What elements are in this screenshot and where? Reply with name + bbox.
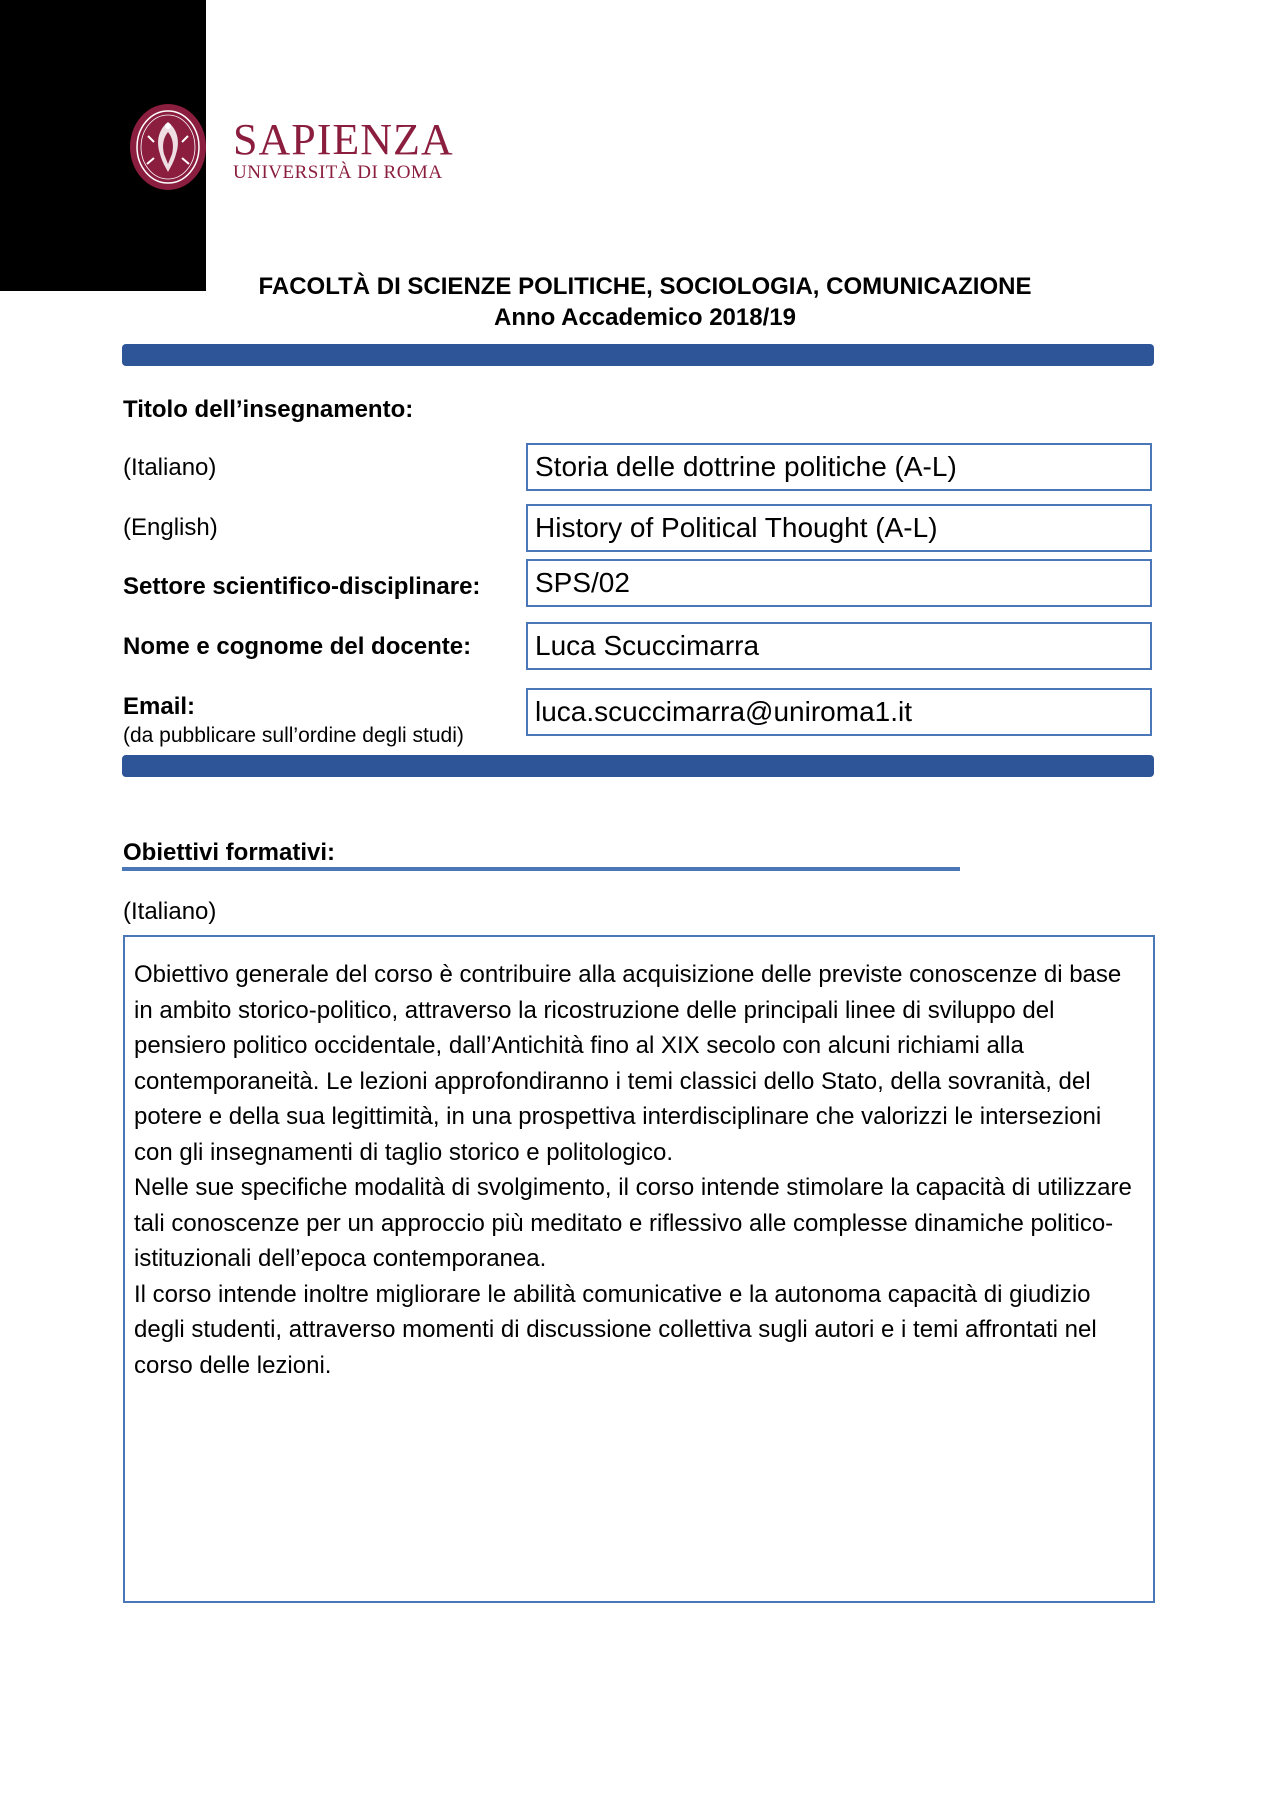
english-title-field[interactable]: History of Political Thought (A-L): [526, 504, 1152, 552]
teacher-label: Nome e cognome del docente:: [123, 633, 472, 660]
italian-title-field[interactable]: Storia delle dottrine politiche (A-L): [526, 443, 1152, 491]
section-divider-bar: [122, 755, 1154, 777]
ssd-label: Settore scientifico-disciplinare:: [123, 573, 481, 600]
teacher-name-field[interactable]: Luca Scuccimarra: [526, 622, 1152, 670]
academic-year: Anno Accademico 2018/19: [494, 304, 796, 331]
email-note: (da pubblicare sull’ordine degli studi): [123, 724, 464, 747]
section-divider-bar: [122, 344, 1154, 366]
course-title-label: Titolo dell’insegnamento:: [123, 396, 414, 423]
email-field[interactable]: luca.scuccimarra@uniroma1.it: [526, 688, 1152, 736]
objectives-heading: Obiettivi formativi:: [123, 839, 336, 866]
objectives-underline: [122, 867, 960, 871]
objectives-paragraph: Il corso intende inoltre migliorare le abilità comunicative e la autonoma capacità di giudizio degli studenti, attraverso momenti di discussione collettiva sugli autori e i temi affrontati nel corso delle lezioni.: [134, 1280, 1097, 1379]
brand-subtitle: UNIVERSITÀ DI ROMA: [233, 162, 443, 183]
objectives-lang-label: (Italiano): [123, 898, 217, 925]
english-label: (English): [123, 514, 218, 541]
objectives-paragraph: Nelle sue specifiche modalità di svolgimento, il corso intende stimolare la capacità di utilizzare tali conoscenze per un approccio più meditato e riflessivo alle complesse dinamiche politico-istituzionali dell’epoca contemporanea.: [134, 1174, 1132, 1272]
objectives-paragraph: Obiettivo generale del corso è contribuire alla acquisizione delle previste conoscenze di base in ambito storico-politico, attraverso la ricostruzione delle principali linee di sviluppo del pensiero politico occidentale, dall’Antichità fino al XIX secolo con alcuni richiami alla contemporaneità. Le lezioni approfondiranno i temi classici dello Stato, della sovranità, del potere e della sua legittimità, in una prospettiva interdisciplinare che valorizzi le intersezioni con gli insegnamenti di taglio storico e politologico.: [134, 961, 1122, 1166]
brand-name: SAPIENZA: [233, 115, 454, 164]
sapienza-seal-icon: [128, 102, 208, 192]
italian-label: (Italiano): [123, 454, 217, 481]
objectives-text-box[interactable]: [123, 935, 1155, 1603]
faculty-name: FACOLTÀ DI SCIENZE POLITICHE, SOCIOLOGIA, COMUNICAZIONE: [258, 273, 1032, 300]
email-label: Email:: [123, 693, 196, 720]
ssd-field[interactable]: SPS/02: [526, 559, 1152, 607]
